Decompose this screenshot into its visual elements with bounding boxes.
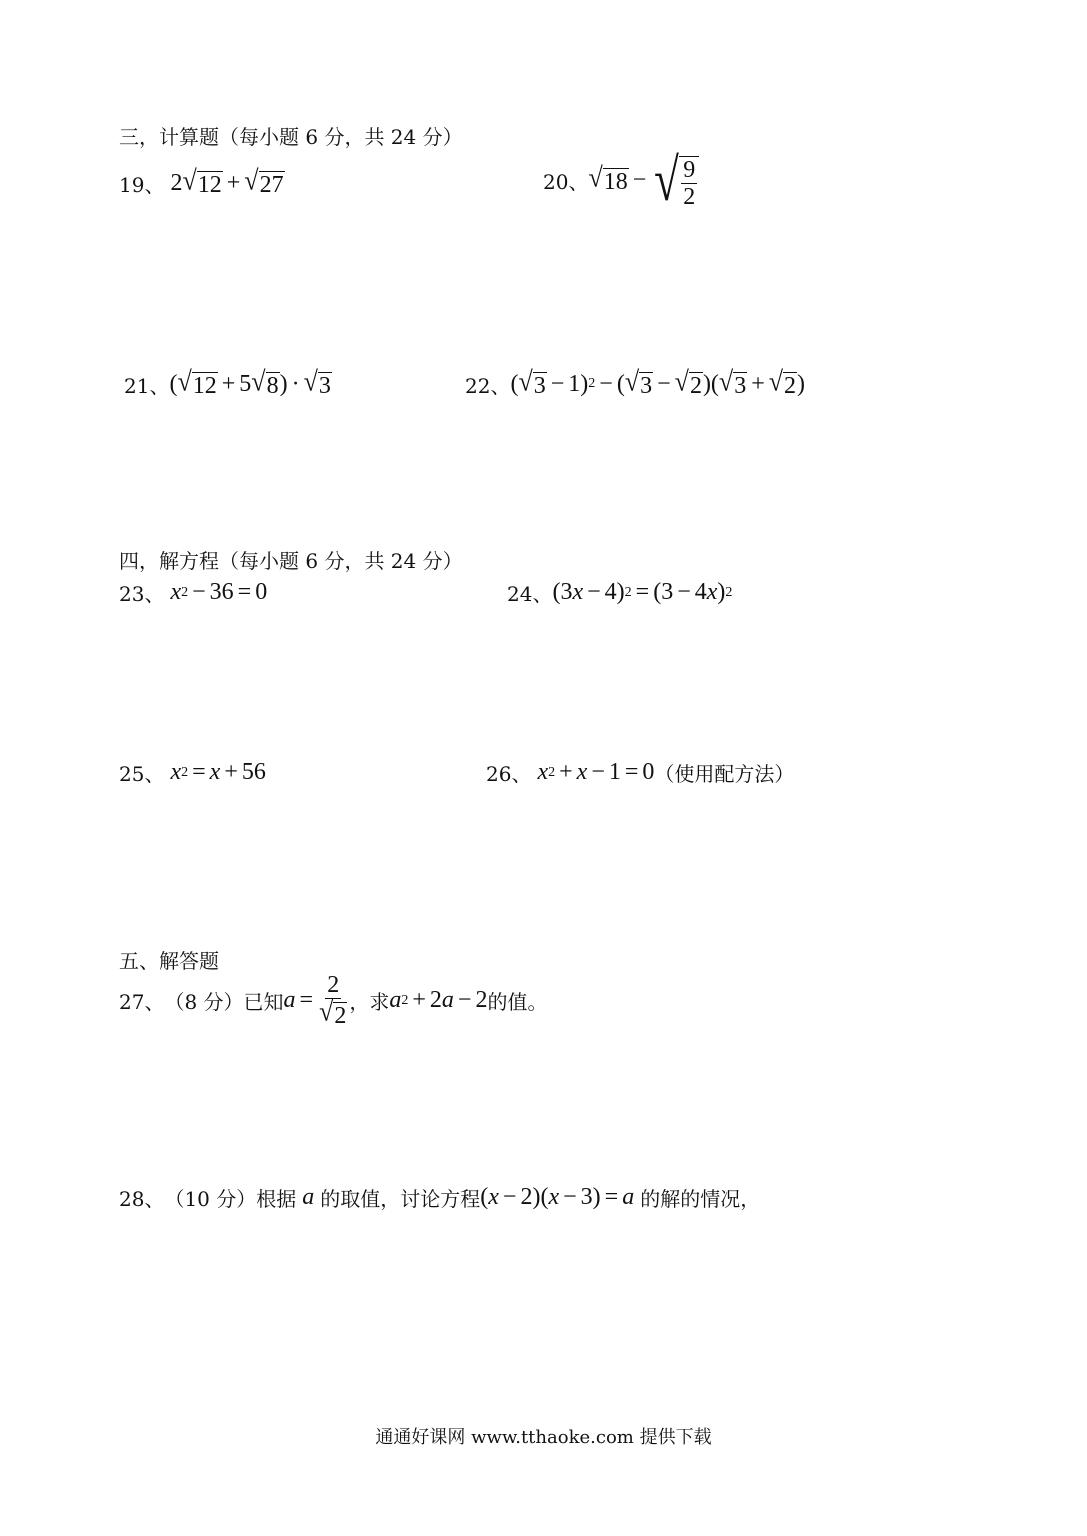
problem-28-variable: a <box>302 1184 315 1210</box>
problem-28-mid: 的取值，讨论方程 <box>320 1187 481 1211</box>
problem-26-expression: x 2 + x − 1 = 0 <box>537 759 655 785</box>
problem-26 <box>486 758 794 787</box>
problem-21-expression: ( √ 12 + 5 √ 8 ) · √ 3 <box>169 365 331 399</box>
problem-27-number: 27、 <box>119 990 165 1015</box>
problem-28-number: 28、 <box>119 1187 165 1211</box>
problem-22 <box>465 365 806 399</box>
problem-25 <box>119 758 266 787</box>
problem-23-expression: x 2 − 36 = 0 <box>170 579 268 605</box>
problem-25-expression: x 2 = x + 56 <box>170 759 266 785</box>
section-5-title: 五、解答题 <box>119 949 219 973</box>
problem-21 <box>124 365 332 399</box>
section-3-title: 三，计算题（每小题 6 分，共 24 分） <box>119 125 463 149</box>
problem-24-number: 24、 <box>507 582 553 606</box>
problem-28-prefix: （10 分）根据 <box>164 1187 297 1211</box>
problem-27-expression: a 2 + 2 a − 2 <box>389 987 488 1014</box>
problem-22-expression: ( √ 3 − 1) 2 − ( √ 3 − √ 2 )( √ 3 + √ 2 ) <box>510 365 806 399</box>
problem-28-equation: ( x − 2)( x − 3) = a <box>480 1184 635 1210</box>
problem-20-expression: √ 18 − √ $\frac{9}{2}$ <box>588 150 699 211</box>
problem-20-number: 20、 <box>543 169 589 194</box>
problem-24 <box>507 578 732 607</box>
problem-24-expression: (3 x − 4) 2 = (3 − 4 x ) 2 <box>552 579 733 605</box>
problem-19-number: 19、 <box>119 172 165 197</box>
problem-23 <box>119 578 267 607</box>
problem-26-note: （使用配方法） <box>654 762 795 786</box>
problem-27 <box>119 972 547 1030</box>
problem-28 <box>119 1183 760 1212</box>
problem-27-given: a = 2 √ 2 <box>283 972 347 1030</box>
problem-27-suffix: 的值。 <box>487 990 548 1015</box>
problem-19 <box>119 164 285 198</box>
problem-21-number: 21、 <box>124 373 170 398</box>
problem-20 <box>543 147 699 214</box>
problem-22-number: 22、 <box>465 373 511 398</box>
problem-25-number: 25、 <box>119 762 165 786</box>
problem-27-mid: ，求 <box>349 990 390 1015</box>
problem-28-suffix: 的解的情况， <box>640 1187 761 1211</box>
problem-19-expression: 2 √ 12 + √ 27 <box>164 164 284 198</box>
problem-23-number: 23、 <box>119 582 165 606</box>
problem-26-number: 26、 <box>486 762 532 786</box>
section-4-title: 四，解方程（每小题 6 分，共 24 分） <box>119 549 463 573</box>
footer-text: 通通好课网 www.tthaoke.com 提供下载 <box>375 1427 712 1448</box>
problem-27-prefix: （8 分）已知 <box>164 990 284 1015</box>
